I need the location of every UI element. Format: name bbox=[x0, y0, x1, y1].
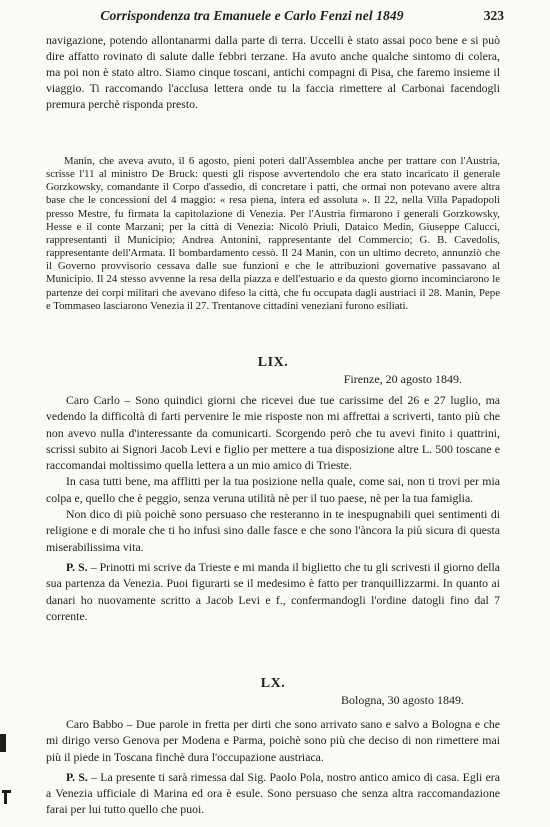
running-header bbox=[52, 8, 502, 28]
letter-number-lx: LX. bbox=[260, 676, 286, 691]
letter-number-lix: LIX. bbox=[257, 355, 289, 370]
continuation-block bbox=[46, 32, 500, 112]
letter-body-lix bbox=[46, 392, 500, 624]
page-number: 323 bbox=[483, 8, 504, 23]
running-title: Corrispondenza tra Emanuele e Carlo Fenzi nel 1849 bbox=[100, 8, 404, 23]
postscript-text: – Prinotti mi scrive da Trieste e mi manda il biglietto che tu gli scrivesti il giorno della sua partenza da Venezia. Puoi figurarti se il medesimo è fatto per tranquillizzarmi. In quanto ai danari ho nuovamente scritto a Jacob Levi e f., confermandogli l'ordine datogli fino dal 7 corrente. bbox=[46, 559, 500, 623]
scan-edge-mark bbox=[0, 734, 6, 752]
postscript bbox=[46, 769, 500, 818]
postscript-label: P. S. bbox=[66, 769, 88, 784]
scan-edge-mark bbox=[4, 790, 7, 804]
footnote-paragraph: Manin, che aveva avuto, il 6 agosto, pieni poteri dall'Assemblea anche per trattare con l'Austria, scrisse l'11 al ministro De Bruck: questi gli rispose avvertendolo che era stato incaricato il generale Gorzkowsky, comandante il Corpo d'assedio, di concretare i patti, che ormai non potevano avere altra base che le concessioni del 4 maggio: « resa piena, intera ed assoluta ». Il 22, nella Villa Papadopoli presso Mestre, fu firmata la capitolazione di Venezia. Per l'Austria firmarono i generali Gorzkowsky, Hesse e il conte Marzani; per la città di Venezia: Nicolò Priuli, Dataico Medin, Giuseppe Calucci, rappresentanti il Municipio; Andrea Antonini, rappresentante del Commercio; G. B. Cavedolis, rappresentante dell'Armata. Il bombardamento cessò. Il 24 Manin, con un ultimo decreto, annunziò che il Governo provvisorio cessava dalle sue funzioni e che le attribuzioni governative passavano al Municipio. Il 24 stesso avvenne la resa della piazza e dell'estuario e da questo giorno incominciarono le partenze dei corpi militari che avevano difeso la città, che fu occupata dagli austriaci il 28. Manin, Pepe e Tommaseo lasciarono Venezia il 27. Trentanove cittadini veneziani furono esiliati. bbox=[46, 155, 500, 312]
footnote-block bbox=[46, 155, 500, 313]
letter-body-lx bbox=[46, 716, 500, 818]
letter-paragraph: Caro Carlo – Sono quindici giorni che ricevei due tue carissime del 26 e 27 luglio, ma vedendo la difficoltà di farti pervenire le mie risposte non mi affrettai a scriverti, tanto più che non avevo nulla d'interessante da comunicarti. Scorgendo però che tu avevi finito i quattrini, scrissi subito ai Signori Jacob Levi e figlio per mettere a tua disposizione altre L. 500 toscane e raccomandai moltissimo quella lettera a un mio amico di Trieste. bbox=[46, 393, 500, 473]
letter-paragraph: Caro Babbo – Due parole in fretta per dirti che sono arrivato sano e salvo a Bologna e che mi dirigo verso Genova per Modena e Parma, poichè sono più che deciso di non rimettere mai più il piede in Toscana finchè dura l'occupazione austriaca. bbox=[46, 717, 500, 764]
letter-paragraph: Non dico di più poichè sono persuaso che resteranno in te inespugnabili quei sentimenti di religione e di morale che ti ho infusi sino dalle fasce e che sono l'àncora la più sicura di questa miserabilissima vita. bbox=[46, 507, 500, 554]
letter-place-date-lix: Firenze, 20 agosto 1849. bbox=[343, 372, 462, 386]
letter-paragraph: In casa tutti bene, ma afflitti per la tua posizione nella quale, come sai, non ti trovi per mia colpa e, quello che è peggio, senza veruna utilità nè per il tuo paese, nè per la tua famiglia. bbox=[46, 474, 500, 505]
letter-place-date-lx: Bologna, 30 agosto 1849. bbox=[341, 693, 464, 707]
postscript-text: – La presente ti sarà rimessa dal Sig. Paolo Pola, nostro antico amico di casa. Egli era a Venezia ufficiale di Marina ed ora è esule. Sono persuaso che senza altra raccomandazione farai per lui tutto quello che puoi. bbox=[46, 769, 500, 817]
continuation-paragraph: navigazione, potendo allontanarmi dalla parte di terra. Uccelli è stato assai poco bene e si può dire affatto rovinato di salute dalle febbri terzane. Ha avuto anche qualche sintomo di colera, ma poi non è stato altro. Siamo cinque toscani, antichi compagni di Pisa, che faremo insieme il viaggio. Ti raccomando l'acclusa lettera onde tu la faccia rimettere al Carbonai facendogli premura perchè risponda presto. bbox=[46, 33, 500, 111]
postscript bbox=[46, 559, 500, 624]
postscript-label: P. S. bbox=[66, 559, 88, 574]
